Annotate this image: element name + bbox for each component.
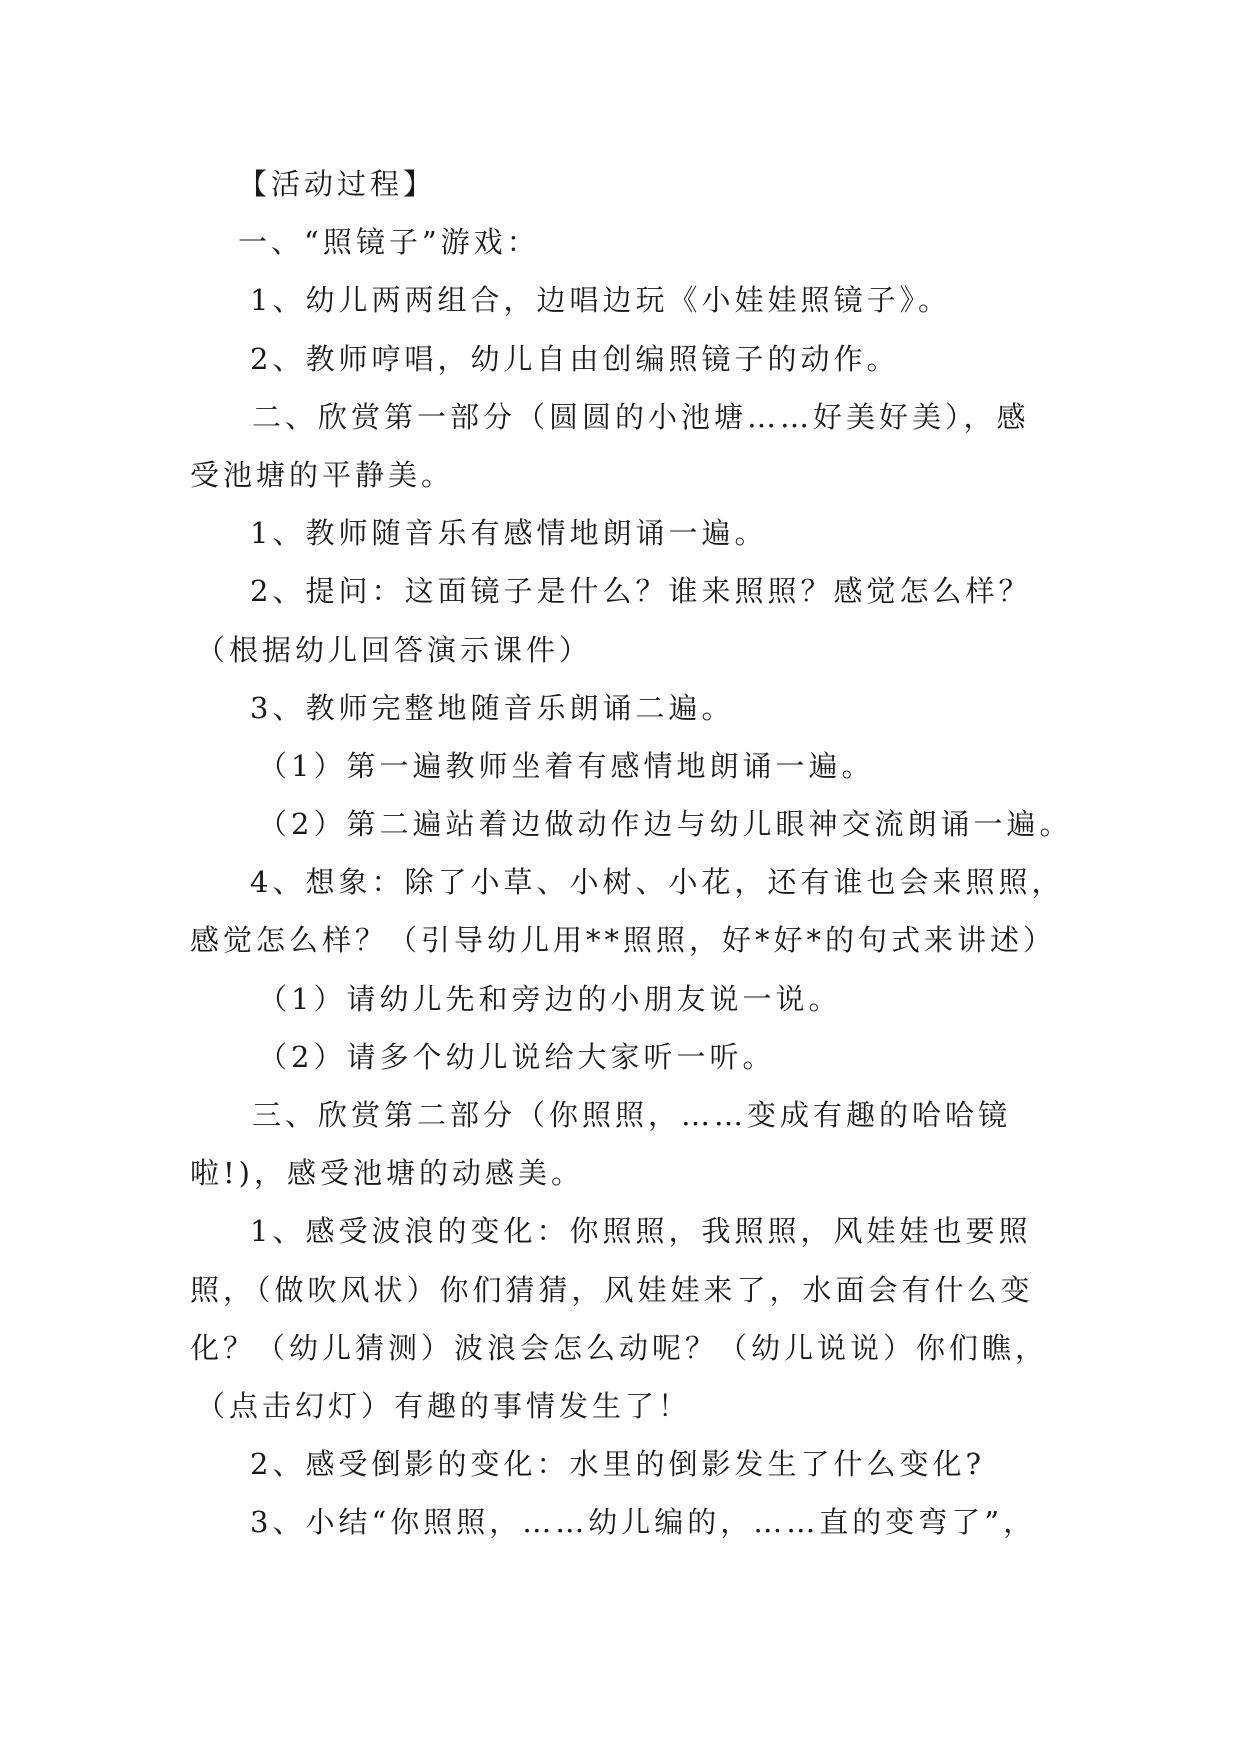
- document-body: [190, 155, 1073, 1552]
- part-one-heading: 一、“照镜子”游戏：: [238, 225, 540, 260]
- paragraph-line: 1、教师随音乐有感情地朗诵一遍。: [250, 516, 768, 551]
- paragraph-line: 感觉怎么样？（引导幼儿用**照照，好*好*的句式来讲述）: [190, 923, 1057, 958]
- paragraph-line: 1、幼儿两两组合，边唱边玩《小娃娃照镜子》。: [250, 283, 951, 318]
- sub-item-line: （2）请多个幼儿说给大家听一听。: [258, 1039, 776, 1074]
- paragraph-line: 照，（做吹风状）你们猜猜，风娃娃来了，水面会有什么变: [190, 1272, 1034, 1307]
- paragraph-line: 3、教师完整地随音乐朗诵二遍。: [250, 690, 735, 725]
- section-heading-activity-process: 【活动过程】: [238, 167, 437, 201]
- paragraph-line: 4、想象：除了小草、小树、小花，还有谁也会来照照，: [250, 865, 1065, 900]
- paragraph-line: 1、感受波浪的变化：你照照，我照照，风娃娃也要照: [250, 1214, 1032, 1249]
- paragraph-line: 啦!)，感受池塘的动感美。: [190, 1156, 584, 1191]
- paragraph-line: 2、提问：这面镜子是什么？谁来照照？感觉怎么样？: [250, 574, 1032, 609]
- paragraph-line: （点击幻灯）有趣的事情发生了！: [196, 1388, 692, 1423]
- sub-item-line: （2）第二遍站着边做动作边与幼儿眼神交流朗诵一遍。: [258, 807, 1073, 842]
- paragraph-line: 化？（幼儿猜测）波浪会怎么动呢？（幼儿说说）你们瞧，: [190, 1330, 1049, 1365]
- paragraph-line: （根据幼儿回答演示课件）: [196, 632, 593, 667]
- paragraph-line: 3、小结“你照照，……幼儿编的，……直的变弯了”，: [250, 1505, 1037, 1540]
- paragraph-line: 2、感受倒影的变化：水里的倒影发生了什么变化?: [250, 1447, 985, 1482]
- sub-item-line: （1）请幼儿先和旁边的小朋友说一说。: [258, 981, 842, 1016]
- paragraph-line: 受池塘的平静美。: [190, 457, 455, 492]
- part-three-heading: 三、欣赏第二部分（你照照，……变成有趣的哈哈镜: [252, 1098, 1012, 1132]
- paragraph-line: 2、教师哼唱，幼儿自由创编照镜子的动作。: [250, 341, 900, 376]
- part-two-heading: 二、欣赏第一部分（圆圆的小池塘……好美好美），感: [252, 399, 1030, 434]
- sub-item-line: （1）第一遍教师坐着有感情地朗诵一遍。: [258, 748, 875, 783]
